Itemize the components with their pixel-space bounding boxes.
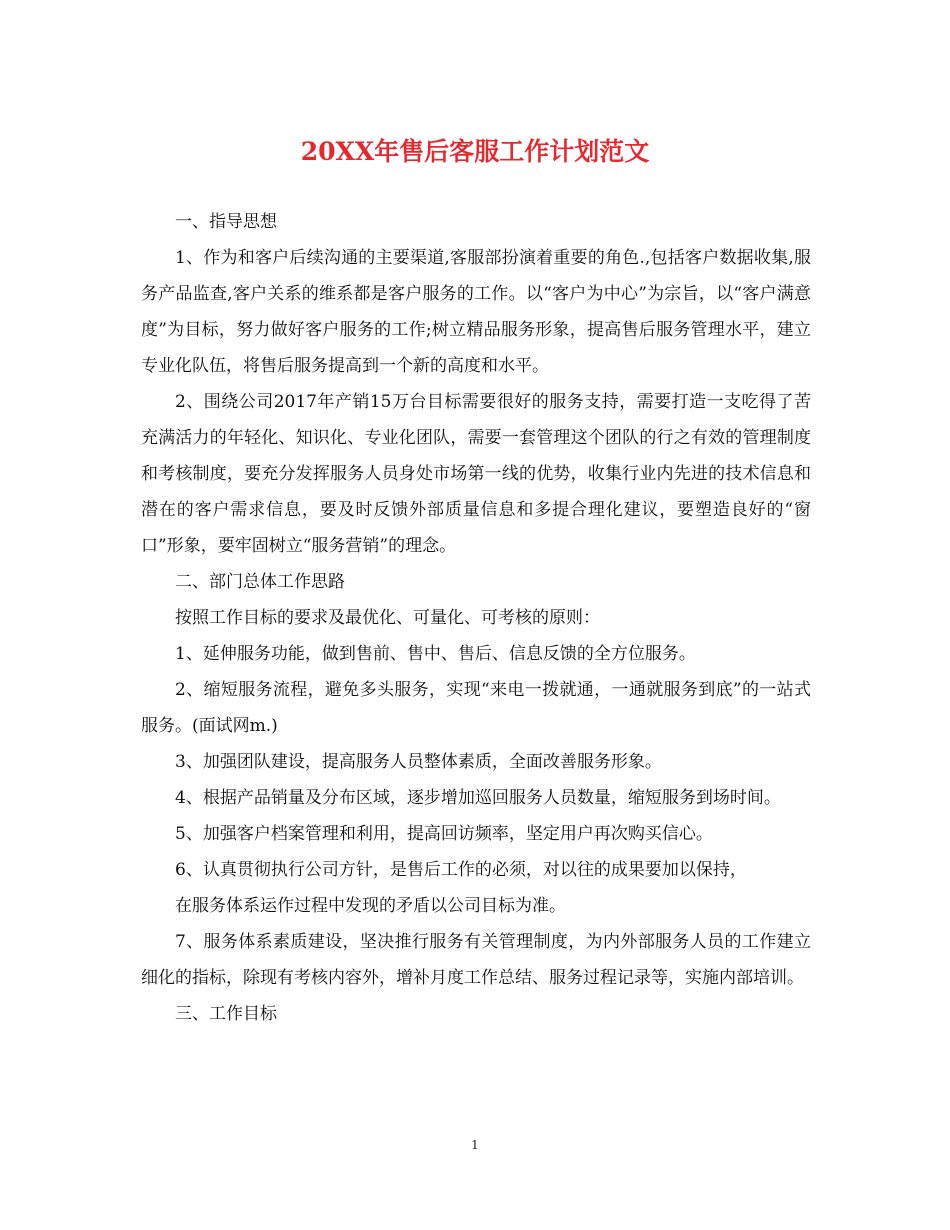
document-title: 20XX年售后客服工作计划范文 xyxy=(300,137,650,166)
document-body xyxy=(141,204,811,1032)
paragraph: 二、部门总体工作思路 xyxy=(175,572,345,592)
paragraph: 2、围绕公司2017年产销15万台目标需要很好的服务支持，需要打造一支吃得了苦充满活力的年轻化、知识化、专业化团队，需要一套管理这个团队的行之有效的管理制度和考核制度，要充分发挥服务人员身处市场第一线的优势，收集行业内先进的技术信息和潜在的客户需求信息，要及时反馈外部质量信息和多提合理化建议，要塑造良好的“窗口”形象，要牢固树立“服务营销”的理念。 xyxy=(141,392,811,556)
paragraph: 4、根据产品销量及分布区域，逐步增加巡回服务人员数量，缩短服务到场时间。 xyxy=(175,788,781,808)
paragraph: 1、作为和客户后续沟通的主要渠道,客服部扮演着重要的角色.,包括客户数据收集,服务产品监查,客户关系的维系都是客户服务的工作。以“客户为中心”为宗旨，以“客户满意度”为目标，努力做好客户服务的工作;树立精品服务形象，提高售后服务管理水平，建立专业化队伍，将售后服务提高到一个新的高度和水平。 xyxy=(141,248,811,376)
paragraph: 3、加强团队建设，提高服务人员整体素质，全面改善服务形象。 xyxy=(175,752,662,772)
paragraph: 按照工作目标的要求及最优化、可量化、可考核的原则： xyxy=(175,608,600,628)
paragraph: 5、加强客户档案管理和利用，提高回访频率，坚定用户再次购买信心。 xyxy=(175,824,713,844)
paragraph: 1、延伸服务功能，做到售前、售中、售后、信息反馈的全方位服务。 xyxy=(175,644,696,664)
paragraph: 7、服务体系素质建设，坚决推行服务有关管理制度，为内外部服务人员的工作建立细化的指标，除现有考核内容外，增补月度工作总结、服务过程记录等，实施内部培训。 xyxy=(141,932,811,988)
paragraph: 在服务体系运作过程中发现的矛盾以公司目标为准。 xyxy=(175,896,566,916)
paragraph: 一、指导思想 xyxy=(175,212,277,232)
paragraph: 2、缩短服务流程，避免多头服务，实现“来电一拨就通，一通就服务到底”的一站式服务。(面试网m.) xyxy=(141,680,811,736)
page-number: 1 xyxy=(471,1138,479,1152)
paragraph: 三、工作目标 xyxy=(175,1004,277,1024)
paragraph: 6、认真贯彻执行公司方针，是售后工作的必须，对以往的成果要加以保持， xyxy=(175,860,747,880)
